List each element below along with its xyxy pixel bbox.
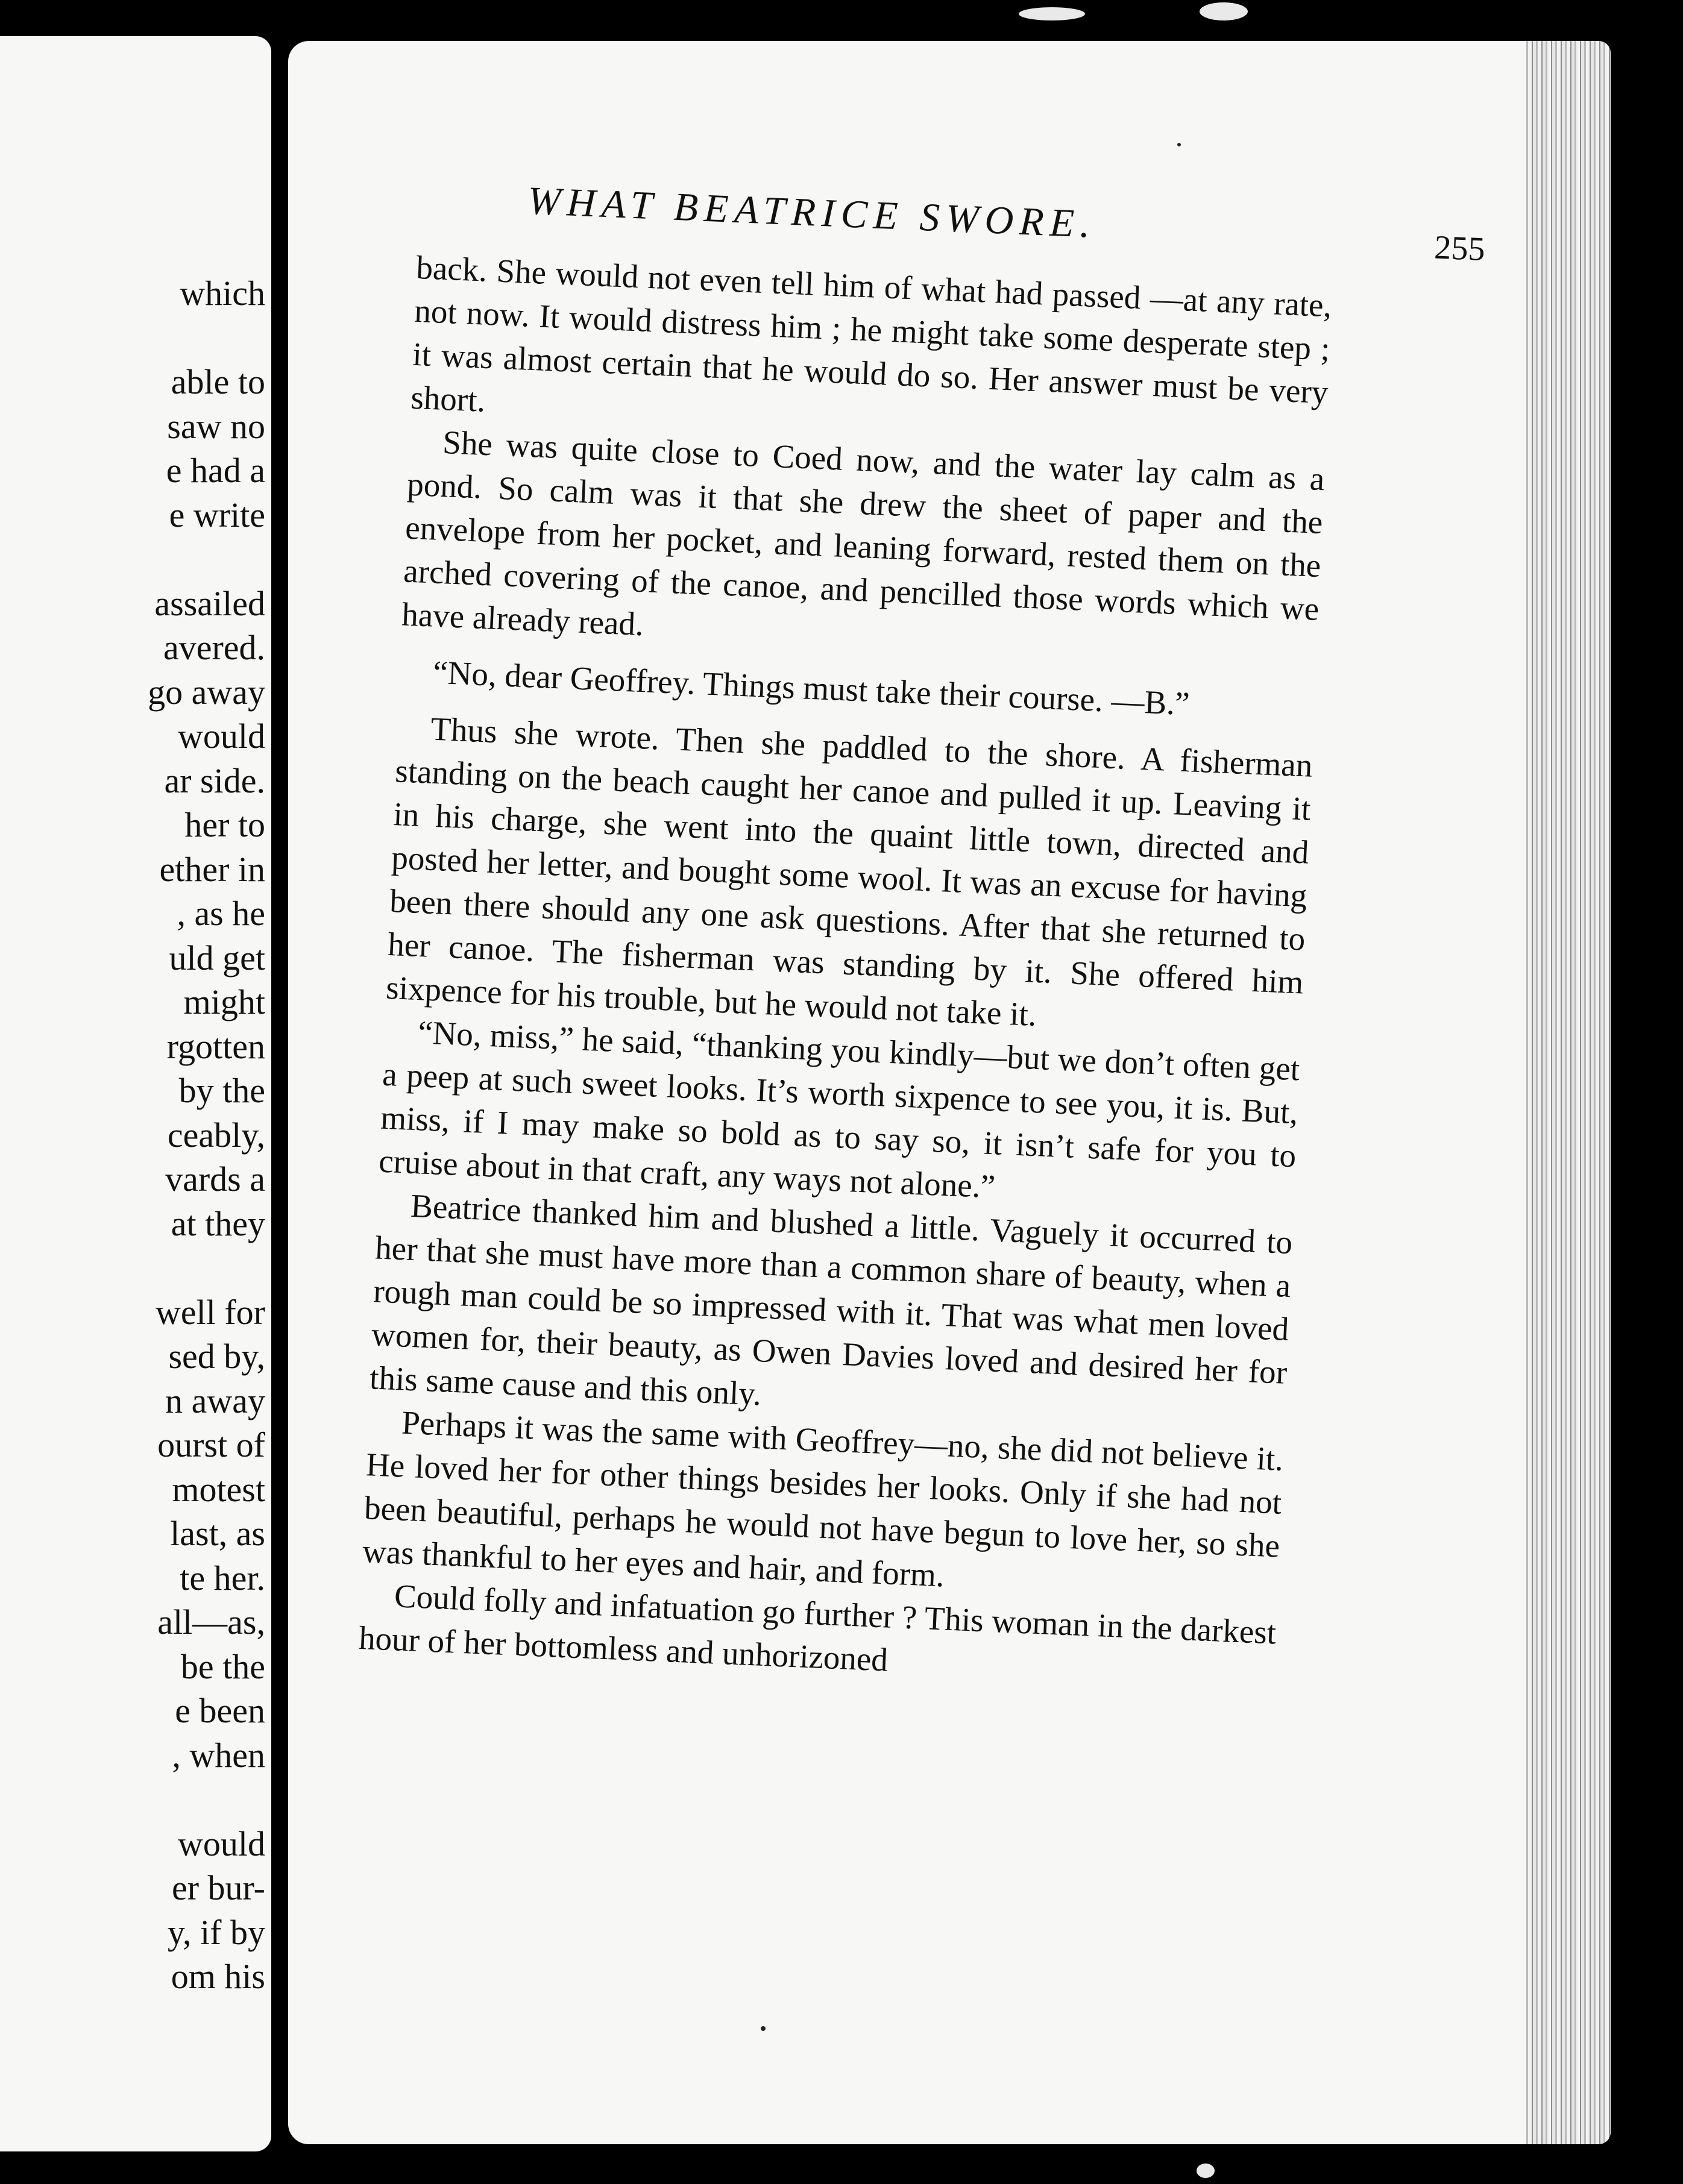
left-page-line: om his: [171, 1957, 265, 1996]
page-number: 255: [1433, 228, 1486, 269]
left-page-line: vards a: [165, 1159, 265, 1199]
left-page-line: ar side.: [164, 761, 265, 800]
paragraph: back. She would not even tell him of what had passed —at any rate, not now. It would distress him ; he might take some desperate step ; it was almost certain that he would do so. Her answer must be very short.: [410, 248, 1333, 419]
left-page-line: her to: [184, 805, 265, 844]
left-page-line: e had a: [166, 451, 265, 490]
left-page-text: [0, 271, 265, 1999]
paragraph: Thus she wrote. Then she paddled to the shore. A fisherman standing on the beach caught her canoe and pulled it up. Leaving it in his charge, she went into the quaint little town, directed and posted her letter, and bought some wool. It was an excuse for having been there should any one ask questions. After that she returned to her canoe. The fisherman was standing by it. She offered him sixpence for his trouble, but he would not take it.: [385, 710, 1313, 1033]
left-page-line: last, as: [170, 1514, 265, 1553]
left-page-line: er bur-: [171, 1868, 265, 1907]
left-page-line: rgotten: [166, 1026, 265, 1066]
left-page-line: ourst of: [157, 1425, 265, 1464]
left-page-line: , when: [172, 1735, 265, 1775]
paragraph: She was quite close to Coed now, and the water lay calm as a pond. So calm was it that she drew the sheet of paper and the envelope from her pocket, and leaning forward, rested them on the arched covering of the canoe, and pencilled those words which we have already read.: [401, 423, 1326, 643]
page-text-block: [358, 162, 1486, 1698]
ink-speck: [761, 2026, 766, 2031]
left-page-line: by the: [178, 1071, 265, 1110]
left-page-line: avered.: [163, 628, 265, 667]
left-page-line: [0, 1777, 265, 1822]
left-page-line: ether in: [159, 849, 265, 889]
left-page-line: [0, 316, 265, 360]
left-page-line: saw no: [167, 406, 265, 446]
left-page-line: well for: [156, 1292, 265, 1332]
left-page-line: e been: [175, 1691, 265, 1730]
paragraph: Perhaps it was the same with Geoffrey—no, she did not believe it. He loved her for other things besides her looks. Only if she had not been beautiful, perhaps he would not have begun to love her, so she was thankful to her eyes and hair, and form.: [362, 1404, 1285, 1594]
paragraph: “No, miss,” he said, “thanking you kindly—but we don’t often get a peep at such sweet looks. It’s worth sixpence to see you, it is. But, miss, if I may make so bold as to say so, it isn’t safe for you to cruise about in that craft, any ways not alone.”: [378, 1014, 1301, 1205]
left-page-line: y, if by: [167, 1912, 265, 1952]
running-title: WHAT BEATRICE SWORE.: [526, 178, 1097, 246]
body-text: [358, 246, 1333, 1698]
left-page-line: which: [180, 274, 265, 313]
left-page-line: uld get: [169, 938, 265, 977]
left-page-line: sed by,: [168, 1337, 265, 1376]
left-page-line: go away: [148, 672, 265, 712]
left-page-line: all—as,: [157, 1602, 265, 1642]
left-page-line: be the: [180, 1646, 265, 1686]
page-edge: [1526, 41, 1611, 2144]
left-page-line: might: [183, 982, 265, 1021]
left-page-line: [0, 537, 265, 582]
quoted-note: “No, dear Geoffrey. Things must take their course. —B.”: [432, 653, 1191, 723]
left-page-line: would: [178, 1824, 265, 1863]
scanner-scrap: [1019, 7, 1085, 20]
ink-speck: [1177, 143, 1181, 146]
left-page-line: e write: [169, 495, 265, 535]
left-page: [0, 36, 271, 2151]
left-page-line: able to: [171, 362, 265, 401]
left-page-line: [0, 1246, 265, 1290]
left-page-line: motest: [172, 1469, 265, 1509]
left-page-line: would: [178, 717, 265, 756]
right-page: [288, 41, 1611, 2144]
scanner-scrap: [1197, 2164, 1215, 2178]
left-page-line: n away: [165, 1381, 265, 1420]
left-page-line: te her.: [180, 1558, 265, 1598]
left-page-line: assailed: [154, 583, 265, 623]
left-page-line: ceably,: [167, 1115, 265, 1155]
paragraph: Could folly and infatuation go further ? This woman in the darkest hour of her bottomless and unhorizoned: [358, 1577, 1277, 1678]
left-page-line: , as he: [177, 894, 265, 933]
paragraph: Beatrice thanked him and blushed a little. Vaguely it occurred to her that she must have more than a common share of beauty, when a rough man could be so impressed with it. That was what men loved women for, their beauty, as Owen Davies loved and desired her for this same cause and this only.: [369, 1187, 1294, 1413]
left-page-line: at they: [171, 1203, 265, 1243]
scanner-scrap: [1200, 2, 1248, 20]
